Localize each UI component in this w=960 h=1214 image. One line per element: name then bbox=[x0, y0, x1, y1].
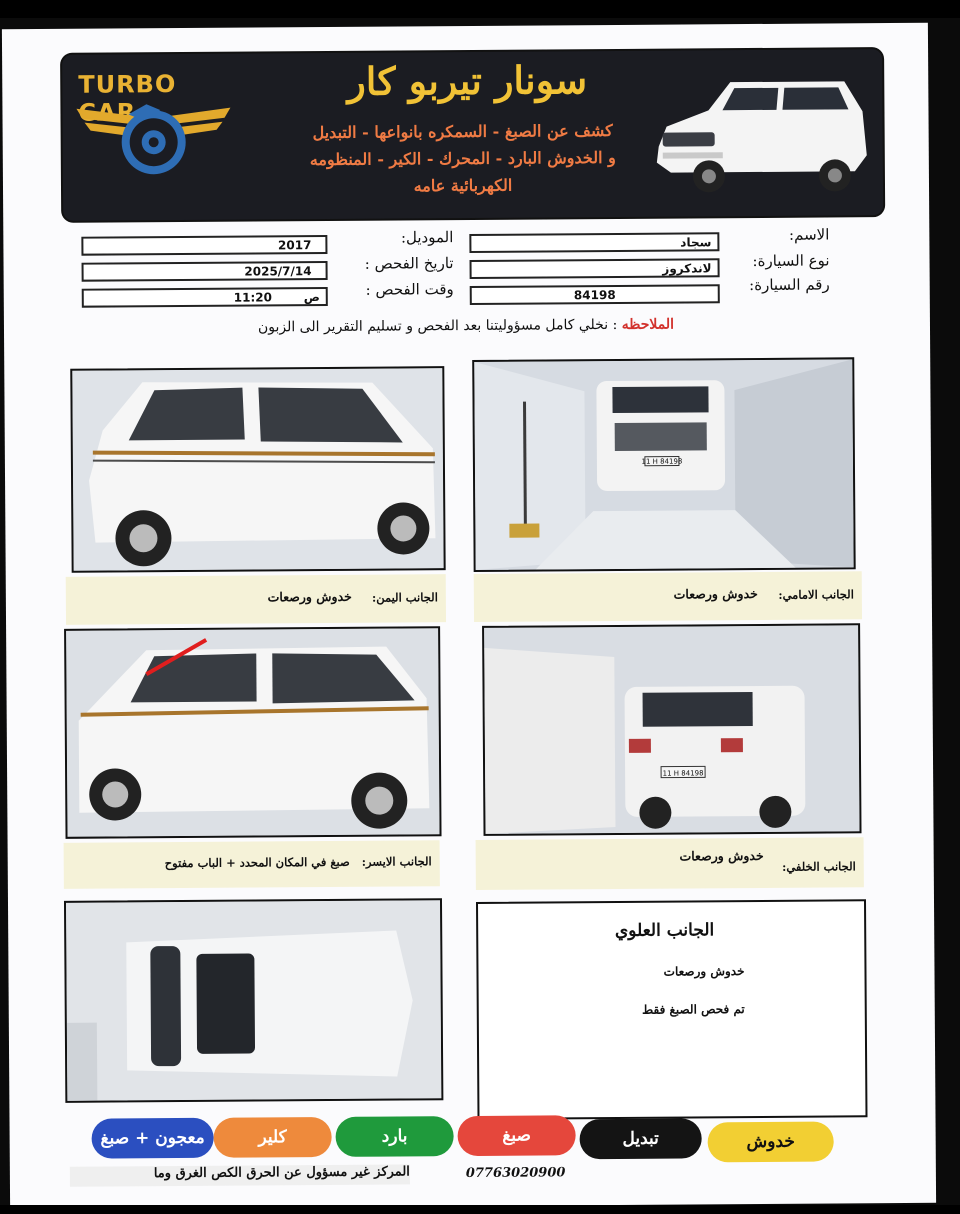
inspection-report-sheet bbox=[2, 23, 936, 1209]
right-side-car-image bbox=[72, 368, 443, 571]
footer-phone: 07763020900 bbox=[465, 1165, 566, 1182]
time-suffix: ص bbox=[303, 290, 320, 305]
right-side-photo bbox=[70, 366, 445, 573]
front-side-label: الجانب الامامي: bbox=[778, 587, 854, 602]
right-side-value: خدوش ورصعات bbox=[267, 588, 352, 605]
rear-plate-text: 11 H 84198 bbox=[662, 769, 704, 778]
car-type-field: لاندكروز bbox=[470, 258, 720, 279]
legend-clear: كلير bbox=[213, 1117, 331, 1158]
legend-paint: صبغ bbox=[457, 1115, 575, 1156]
legend-cold: بارد bbox=[335, 1116, 453, 1157]
top-view-photo bbox=[64, 898, 443, 1103]
left-side-caption bbox=[64, 840, 440, 889]
report-header-banner bbox=[62, 49, 883, 221]
time-value: 11:20 bbox=[233, 290, 273, 305]
footer-disclaimer: المركز غير مسؤول عن الحرق الكص الغرق وما bbox=[70, 1164, 410, 1186]
car-number-field: 84198 bbox=[470, 284, 720, 305]
inspection-time-field bbox=[82, 287, 328, 308]
services-line-3: الكهربائية عامه bbox=[413, 175, 513, 196]
top-side-line-2: تم فحص الصبغ فقط bbox=[642, 1002, 745, 1017]
rear-side-label: الجانب الخلفي: bbox=[782, 859, 856, 874]
rear-side-caption bbox=[476, 837, 864, 890]
car-type-label: نوع السيارة: bbox=[752, 251, 830, 271]
model-label: الموديل: bbox=[400, 228, 454, 247]
car-number-label: رقم السيارة: bbox=[749, 275, 830, 295]
shop-name: سونار تيربو كار bbox=[347, 57, 588, 104]
services-line-2: و الخدوش البارد - المحرك - الكير - المنظومه bbox=[309, 147, 616, 170]
turbo-wing-icon bbox=[68, 96, 239, 187]
inspection-date-label: تاريخ الفحص : bbox=[364, 254, 454, 273]
top-side-box bbox=[476, 899, 868, 1120]
front-side-value: خدوش ورصعات bbox=[673, 585, 758, 602]
services-list bbox=[253, 117, 674, 201]
note-text: : نخلي كامل مسؤوليتنا بعد الفحص و تسليم التقرير الى الزبون bbox=[257, 316, 618, 336]
services-line-1: كشف عن الصبغ - السمكره بانواعها - التبديل bbox=[312, 120, 613, 143]
responsibility-note bbox=[194, 317, 674, 336]
legend-scratches: خدوش bbox=[708, 1121, 834, 1162]
inspection-date-field: 2025/7/14 bbox=[82, 261, 328, 282]
logo-text: TURBO bbox=[78, 70, 177, 99]
legend-replace: تبديل bbox=[580, 1118, 702, 1159]
front-view-car-image bbox=[474, 359, 853, 570]
model-field: 2017 bbox=[81, 235, 327, 256]
legend-putty-paint: معجون + صبغ bbox=[91, 1118, 213, 1159]
left-side-car-image bbox=[66, 628, 439, 837]
rear-side-photo bbox=[482, 623, 861, 836]
front-side-photo bbox=[472, 357, 855, 572]
screen-bottom-bar bbox=[0, 1205, 960, 1214]
front-plate-text: 11 H 84198 bbox=[641, 457, 683, 466]
screen-top-bar bbox=[0, 0, 960, 18]
top-view-car-image bbox=[66, 900, 441, 1101]
rear-view-car-image bbox=[484, 625, 859, 834]
top-side-line-1: خدوش ورصعات bbox=[663, 964, 745, 979]
right-side-caption bbox=[66, 574, 446, 625]
left-side-label: الجانب الايسر: bbox=[361, 854, 432, 869]
right-side-label: الجانب اليمن: bbox=[371, 590, 438, 605]
rear-side-value: خدوش ورصعات bbox=[679, 847, 764, 864]
left-side-photo bbox=[64, 626, 441, 839]
name-field: سجاد bbox=[469, 232, 719, 253]
inspection-time-label: وقت الفحص : bbox=[365, 280, 454, 299]
note-label: الملاحظه bbox=[621, 316, 675, 333]
suv-hero-image bbox=[648, 75, 875, 207]
top-side-title: الجانب العلوي bbox=[614, 920, 715, 941]
left-side-value: صبغ في المكان المحدد + الباب مفتوح bbox=[164, 854, 350, 871]
front-side-caption bbox=[474, 571, 862, 622]
turbo-car-logo bbox=[68, 70, 239, 183]
name-label: الاسم: bbox=[788, 225, 830, 244]
